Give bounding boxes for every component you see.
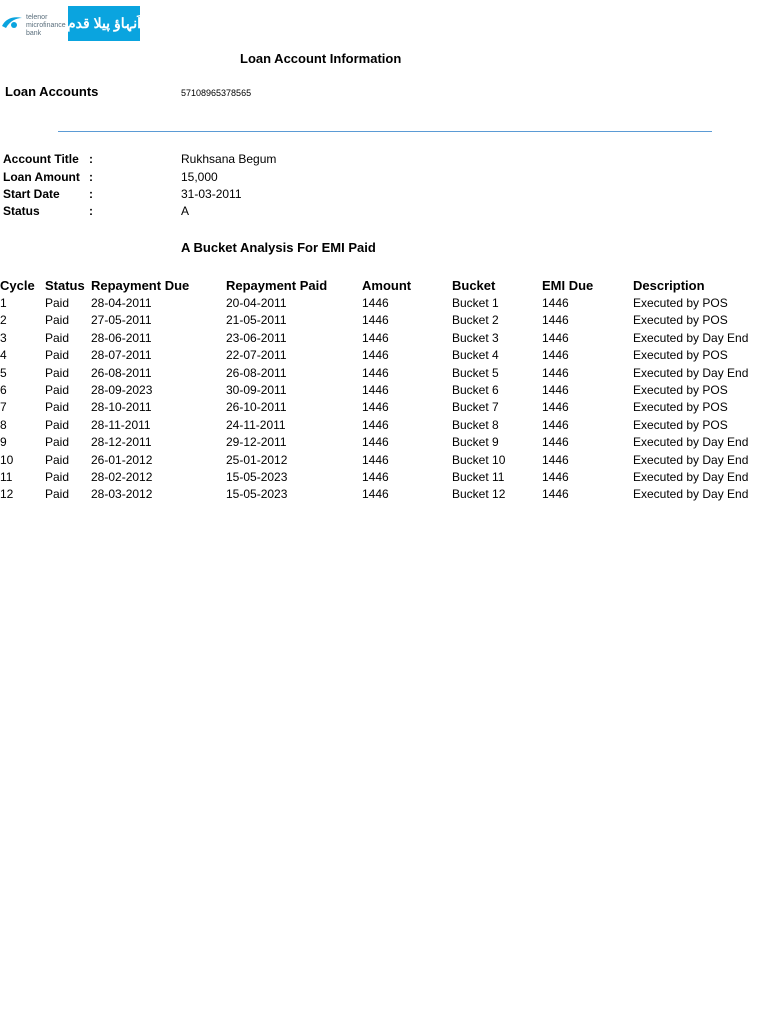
info-separator: : bbox=[89, 170, 93, 184]
cell-bucket: Bucket 11 bbox=[452, 470, 505, 484]
cell-cycle: 11 bbox=[0, 470, 13, 484]
cell-description: Executed by POS bbox=[633, 296, 728, 310]
tagline-text: اَنہاؤ پیلا قدم bbox=[67, 15, 141, 31]
cell-repayment-paid: 23-06-2011 bbox=[226, 330, 287, 345]
info-row-loan-amount bbox=[0, 170, 768, 187]
section-title: A Bucket Analysis For EMI Paid bbox=[181, 240, 376, 255]
cell-amount: 1446 bbox=[362, 487, 389, 502]
cell-repayment-paid: 15-05-2023 bbox=[226, 487, 288, 502]
info-label: Start Date bbox=[3, 187, 60, 201]
cell-amount: 1446 bbox=[362, 400, 389, 415]
table-row bbox=[0, 435, 768, 452]
cell-bucket: Bucket 6 bbox=[452, 383, 499, 397]
cell-status: Paid bbox=[45, 365, 70, 380]
logo-text-line: microfinance bbox=[26, 22, 66, 29]
info-value: A bbox=[181, 204, 190, 218]
cell-repayment-paid: 15-05-2023 bbox=[226, 470, 288, 484]
cell-status: Paid bbox=[45, 296, 70, 310]
cell-status: Paid bbox=[45, 383, 70, 397]
logo-text-line: bank bbox=[26, 30, 42, 37]
cell-emi-due: 1446 bbox=[542, 330, 569, 345]
cell-cycle: 6 bbox=[0, 383, 7, 397]
cell-repayment-paid: 21-05-2011 bbox=[226, 313, 287, 328]
table-row bbox=[0, 296, 768, 313]
cell-repayment-due: 26-01-2012 bbox=[91, 452, 153, 467]
column-header-repayment-due: Repayment Due bbox=[91, 278, 190, 293]
column-header-cycle: Cycle bbox=[0, 278, 35, 293]
cell-description: Executed by Day End bbox=[633, 330, 749, 345]
cell-amount: 1446 bbox=[362, 313, 389, 328]
cell-bucket: Bucket 12 bbox=[452, 487, 506, 502]
cell-description: Executed by Day End bbox=[633, 470, 749, 484]
cell-status: Paid bbox=[45, 470, 70, 484]
cell-description: Executed by POS bbox=[633, 383, 728, 397]
table-row bbox=[0, 470, 768, 487]
cell-status: Paid bbox=[45, 452, 70, 467]
cell-amount: 1446 bbox=[362, 435, 389, 450]
cell-repayment-paid: 24-11-2011 bbox=[226, 417, 286, 432]
cell-cycle: 7 bbox=[0, 400, 7, 415]
cell-bucket: Bucket 5 bbox=[452, 365, 499, 380]
cell-emi-due: 1446 bbox=[542, 296, 569, 310]
cell-description: Executed by Day End bbox=[633, 365, 749, 380]
cell-description: Executed by POS bbox=[633, 417, 728, 432]
cell-cycle: 2 bbox=[0, 313, 7, 328]
cell-bucket: Bucket 10 bbox=[452, 452, 506, 467]
cell-bucket: Bucket 7 bbox=[452, 400, 499, 415]
info-label: Status bbox=[3, 204, 40, 218]
info-value: Rukhsana Begum bbox=[181, 152, 277, 166]
cell-description: Executed by POS bbox=[633, 400, 728, 415]
cell-cycle: 9 bbox=[0, 435, 7, 450]
cell-repayment-paid: 26-08-2011 bbox=[226, 365, 287, 380]
cell-amount: 1446 bbox=[362, 470, 389, 484]
cell-cycle: 4 bbox=[0, 348, 7, 363]
cell-amount: 1446 bbox=[362, 383, 389, 397]
cell-repayment-paid: 22-07-2011 bbox=[226, 348, 287, 363]
cell-amount: 1446 bbox=[362, 417, 389, 432]
cell-amount: 1446 bbox=[362, 452, 389, 467]
cell-status: Paid bbox=[45, 330, 70, 345]
cell-status: Paid bbox=[45, 417, 70, 432]
divider-line bbox=[58, 131, 712, 132]
table-row bbox=[0, 366, 768, 383]
loan-accounts-label: Loan Accounts bbox=[5, 84, 99, 99]
cell-emi-due: 1446 bbox=[542, 452, 569, 467]
cell-bucket: Bucket 4 bbox=[452, 348, 499, 363]
cell-repayment-due: 28-03-2012 bbox=[91, 487, 153, 502]
cell-description: Executed by Day End bbox=[633, 452, 749, 467]
cell-emi-due: 1446 bbox=[542, 417, 569, 432]
cell-amount: 1446 bbox=[362, 348, 389, 363]
cell-bucket: Bucket 1 bbox=[452, 296, 499, 310]
cell-description: Executed by Day End bbox=[633, 435, 749, 450]
cell-bucket: Bucket 8 bbox=[452, 417, 499, 432]
cell-repayment-due: 28-06-2011 bbox=[91, 330, 152, 345]
cell-cycle: 3 bbox=[0, 330, 7, 345]
cell-amount: 1446 bbox=[362, 296, 389, 310]
cell-bucket: Bucket 3 bbox=[452, 330, 499, 345]
cell-repayment-due: 28-09-2023 bbox=[91, 383, 153, 397]
cell-emi-due: 1446 bbox=[542, 348, 569, 363]
info-row-start-date bbox=[0, 187, 768, 204]
table-row bbox=[0, 400, 768, 417]
info-value: 31-03-2011 bbox=[181, 187, 242, 201]
cell-repayment-due: 27-05-2011 bbox=[91, 313, 152, 328]
cell-emi-due: 1446 bbox=[542, 470, 569, 484]
cell-status: Paid bbox=[45, 435, 70, 450]
cell-repayment-due: 28-10-2011 bbox=[91, 400, 152, 415]
column-header-amount: Amount bbox=[362, 278, 412, 293]
table-header-row bbox=[0, 278, 768, 295]
cell-cycle: 1 bbox=[0, 296, 7, 310]
telenor-propeller-icon bbox=[0, 12, 24, 32]
cell-cycle: 5 bbox=[0, 365, 7, 380]
info-row-status bbox=[0, 204, 768, 221]
info-label: Account Title bbox=[3, 152, 79, 166]
cell-emi-due: 1446 bbox=[542, 313, 569, 328]
tagline-badge bbox=[68, 6, 140, 41]
cell-description: Executed by Day End bbox=[633, 487, 749, 502]
info-value: 15,000 bbox=[181, 170, 218, 184]
cell-repayment-due: 28-04-2011 bbox=[91, 296, 152, 310]
table-row bbox=[0, 418, 768, 435]
table-row bbox=[0, 313, 768, 330]
column-header-bucket: Bucket bbox=[452, 278, 496, 293]
column-header-status: Status bbox=[45, 278, 85, 293]
info-row-account-title bbox=[0, 152, 768, 169]
table-row bbox=[0, 348, 768, 365]
cell-emi-due: 1446 bbox=[542, 400, 569, 415]
table-row bbox=[0, 331, 768, 348]
info-separator: : bbox=[89, 204, 93, 218]
cell-repayment-paid: 25-01-2012 bbox=[226, 452, 288, 467]
cell-repayment-paid: 26-10-2011 bbox=[226, 400, 287, 415]
cell-repayment-paid: 20-04-2011 bbox=[226, 296, 287, 310]
cell-repayment-due: 28-07-2011 bbox=[91, 348, 152, 363]
cell-repayment-due: 28-02-2012 bbox=[91, 470, 153, 484]
column-header-repayment-paid: Repayment Paid bbox=[226, 278, 328, 293]
cell-amount: 1446 bbox=[362, 365, 389, 380]
cell-emi-due: 1446 bbox=[542, 435, 569, 450]
cell-cycle: 10 bbox=[0, 452, 14, 467]
cell-bucket: Bucket 9 bbox=[452, 435, 499, 450]
loan-account-number: 57108965378565 bbox=[181, 88, 252, 98]
cell-emi-due: 1446 bbox=[542, 487, 569, 502]
cell-repayment-due: 26-08-2011 bbox=[91, 365, 152, 380]
cell-bucket: Bucket 2 bbox=[452, 313, 499, 328]
cell-status: Paid bbox=[45, 487, 70, 502]
cell-status: Paid bbox=[45, 348, 70, 363]
column-header-emi-due: EMI Due bbox=[542, 278, 594, 293]
cell-status: Paid bbox=[45, 313, 70, 328]
cell-repayment-paid: 30-09-2011 bbox=[226, 383, 287, 397]
telenor-logo bbox=[0, 8, 64, 40]
table-row bbox=[0, 453, 768, 470]
cell-status: Paid bbox=[45, 400, 70, 415]
cell-description: Executed by POS bbox=[633, 313, 728, 328]
cell-repayment-paid: 29-12-2011 bbox=[226, 435, 287, 450]
table-row bbox=[0, 487, 768, 504]
document-title: Loan Account Information bbox=[240, 51, 402, 66]
info-separator: : bbox=[89, 152, 93, 166]
cell-cycle: 12 bbox=[0, 487, 14, 502]
info-label: Loan Amount bbox=[3, 170, 80, 184]
column-header-description: Description bbox=[633, 278, 705, 293]
table-row bbox=[0, 383, 768, 400]
cell-repayment-due: 28-12-2011 bbox=[91, 435, 152, 450]
cell-repayment-due: 28-11-2011 bbox=[91, 417, 151, 432]
cell-cycle: 8 bbox=[0, 417, 7, 432]
info-separator: : bbox=[89, 187, 93, 201]
cell-emi-due: 1446 bbox=[542, 383, 569, 397]
cell-emi-due: 1446 bbox=[542, 365, 569, 380]
cell-amount: 1446 bbox=[362, 330, 389, 345]
logo-text-line: telenor bbox=[26, 14, 48, 21]
cell-description: Executed by POS bbox=[633, 348, 728, 363]
